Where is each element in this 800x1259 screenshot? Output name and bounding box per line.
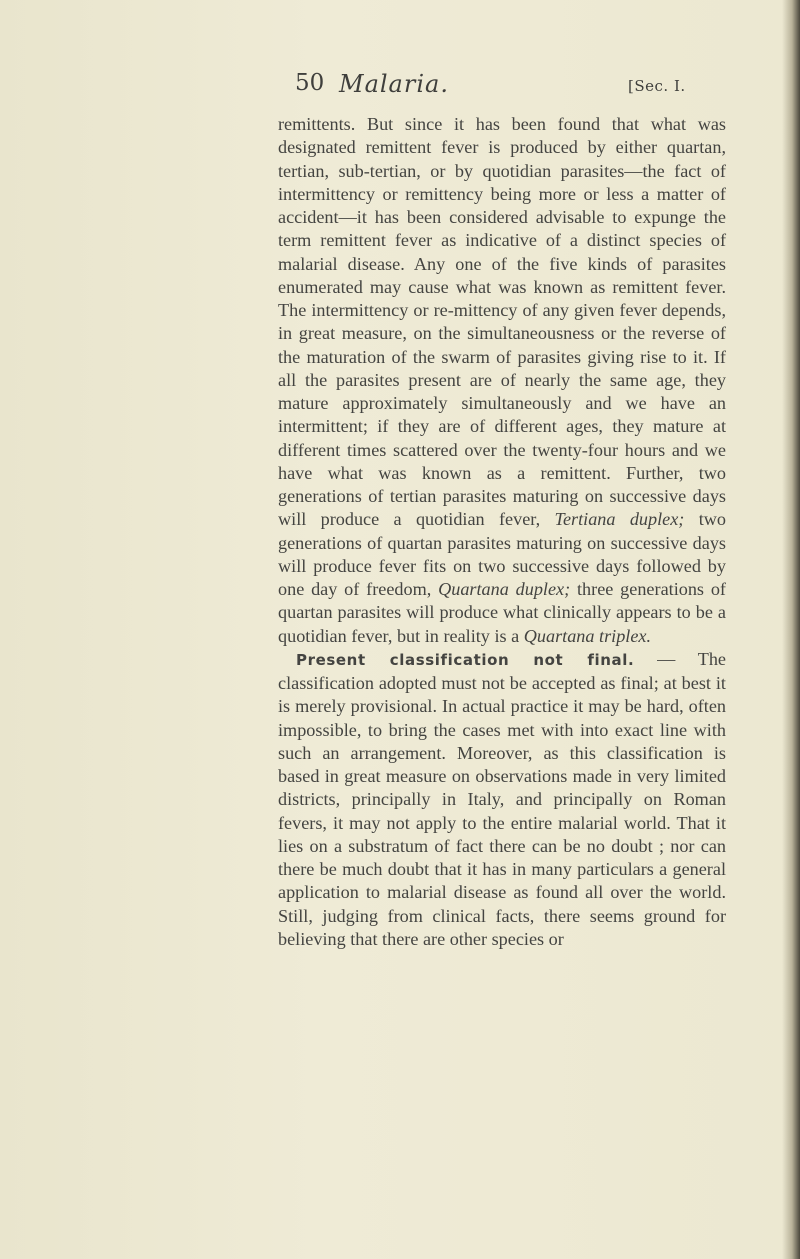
paragraph-text: three generations of quartan parasites will produce what clinically appears to be a quotidian fever, but in reality is a [278,579,726,646]
paragraph-classification [278,648,726,951]
section-reference: [Sec. I. [628,77,686,95]
paragraph-remittents [278,113,726,648]
italic-term: Tertiana duplex; [554,509,685,530]
page-header [0,70,800,104]
page-edge-shadow [782,0,800,1259]
italic-term: Quartana triplex. [523,625,652,646]
section-sidehead: Present classification not final. [296,650,635,669]
paragraph-text: remittents. But since it has been found that what was designated remittent fever is produced by either quartan, tertian, sub-tertian, or by quotidian parasites—the fact of intermittency or remittency being more or less a matter of accident—it has been considered advisable to expunge the term remittent fever as indicative of a distinct species of malarial disease. Any one of the five kinds of parasites enumerated may cause what was known as remittent fever. The intermittency or re-mittency of any given fever depends, in great measure, on the simultaneousness or the reverse of the maturation of the swarm of parasites giving rise to it. If all the parasites present are of nearly the same age, they mature approximately simultaneously and we have an intermittent; if they are of different ages, they mature at different times scattered over the twenty-four hours and we have what was known as a remittent. Further, two generations of tertian parasites maturing on successive days will produce a quotidian fever, [278,114,726,530]
paragraph-text: two generations of quartan parasites maturing on successive days will produce fever fits on two successive days followed by one day of freedom, [278,509,726,599]
italic-term: Quartana duplex; [438,579,571,599]
page-number: 50 [295,70,325,96]
paragraph-text: — The classification adopted must not be accepted as final; at best it is merely provisional. In actual practice it may be hard, often impossible, to bring the cases met with into exact line with such an arrangement. Moreover, as this classification is based in great measure on observations made in very limited districts, principally in Italy, and principally on Roman fevers, it may not apply to the entire malarial world. That it lies on a substratum of fact there can be no doubt ; nor can there be much doubt that it has in many particulars a general application to malarial disease as found all over the world. Still, judging from clinical facts, there seems ground for believing that there are other species or [278,648,727,949]
running-title: Malaria. [339,70,449,98]
body-text [278,113,726,951]
